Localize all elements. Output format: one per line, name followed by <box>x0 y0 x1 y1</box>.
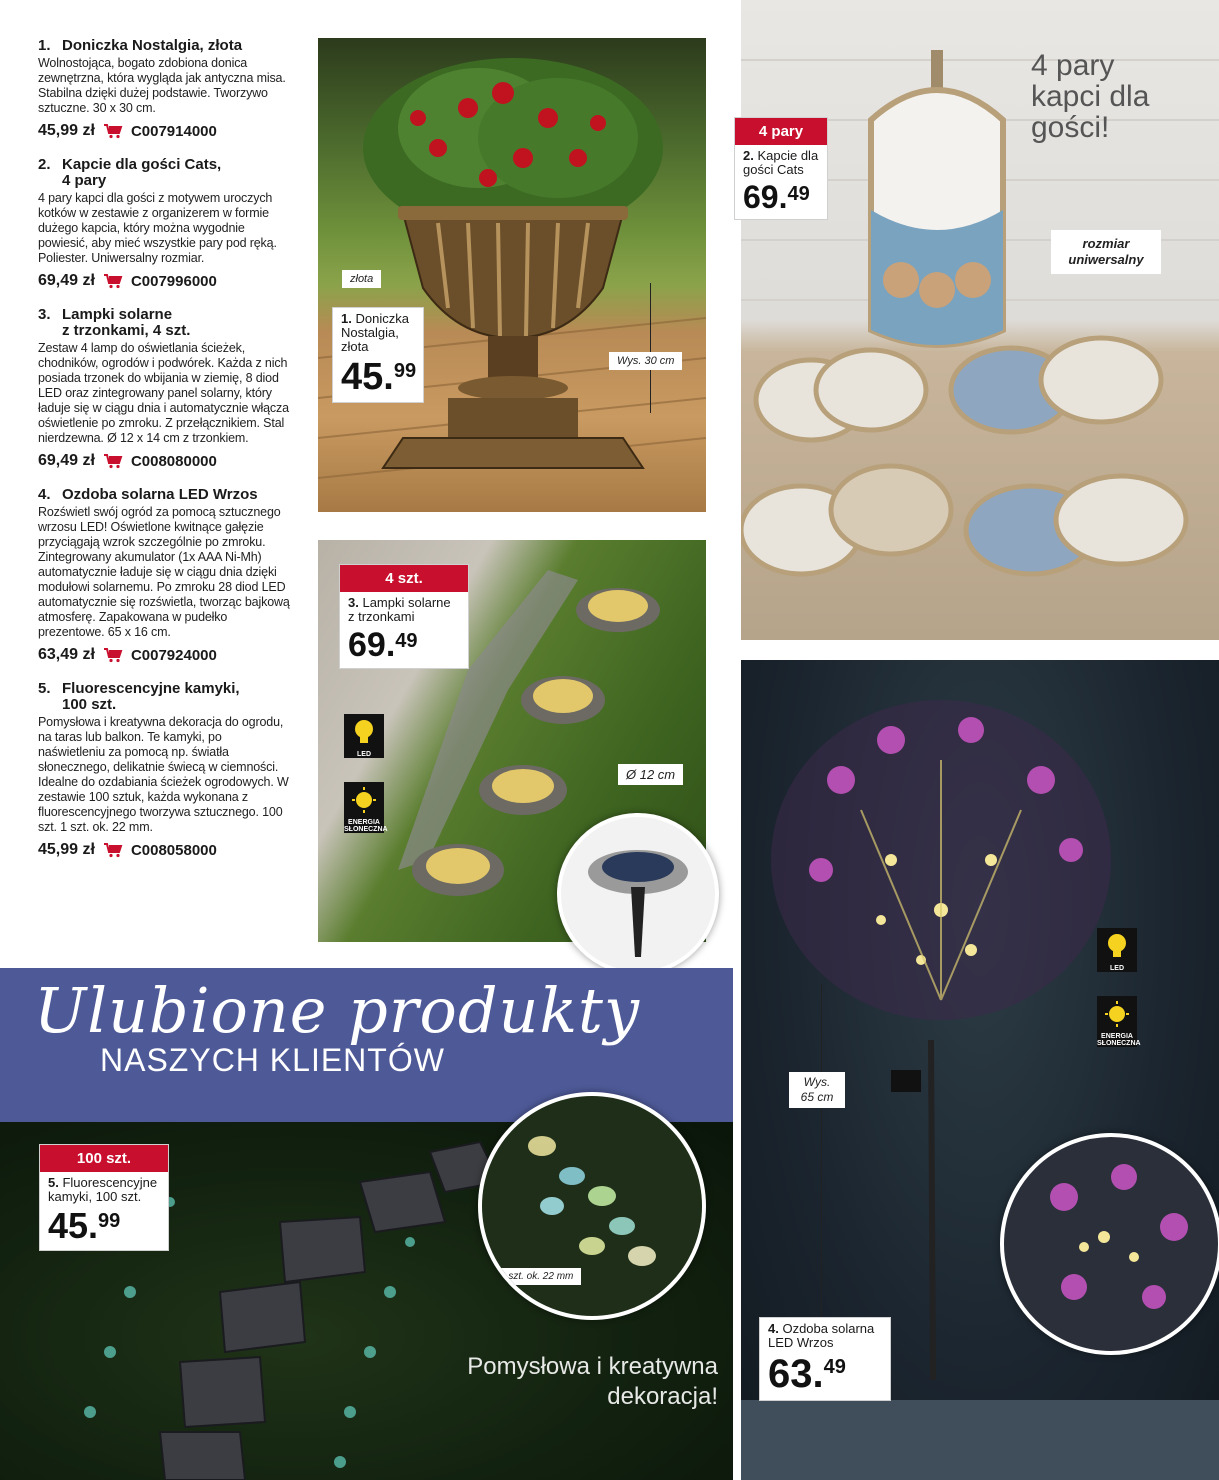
stone-size-label: 1 szt. ok. 22 mm <box>492 1268 581 1285</box>
product-item <box>38 307 290 470</box>
price-cents: 99 <box>98 1210 121 1232</box>
led-badge <box>344 714 384 758</box>
product-price: 69,49 zł <box>38 272 95 289</box>
tag-body <box>735 145 827 219</box>
product-code: C007996000 <box>130 272 217 290</box>
cart-icon[interactable] <box>103 842 123 858</box>
urn-photo <box>318 38 706 512</box>
product-item <box>38 38 290 140</box>
price-main: 45. <box>341 356 394 398</box>
lightbulb-icon <box>351 718 377 748</box>
product-code: C007924000 <box>130 646 217 664</box>
product-list <box>38 38 290 876</box>
price-cents: 49 <box>823 1356 846 1378</box>
price-row <box>38 646 290 664</box>
tag-product-name: Kapcie dla gości Cats <box>743 148 819 177</box>
solar-badge-label: ENERGIA SŁONECZNA <box>1097 1033 1141 1047</box>
tag-product-name: Lampki solarne z trzonkami <box>348 595 451 624</box>
tag-number: 5. <box>48 1175 59 1190</box>
lamp-closeup-inset <box>557 813 719 975</box>
lightbulb-icon <box>1104 932 1130 962</box>
height-measure-line <box>650 283 651 413</box>
product-title <box>38 307 290 339</box>
product-description: Wolnostojąca, bogato zdobiona donica zewnętrzna, która wygląda jak antyczna misa. Stabilna dzięki dużej podstawie. Tworzywo sztuczne. 30 x 30 cm. <box>38 56 286 115</box>
tag-header: 4 pary <box>735 118 827 145</box>
tag-body <box>40 1172 168 1250</box>
tag-body <box>760 1318 890 1400</box>
price-row <box>38 452 290 470</box>
product-name-line2: 4 pary <box>62 172 107 189</box>
price-cents: 99 <box>393 360 417 382</box>
solar-badge-label: ENERGIA SŁONECZNA <box>344 819 388 833</box>
price-tag-urn <box>333 308 423 402</box>
tag-number: 1. <box>341 311 352 326</box>
product-number: 2. <box>38 156 51 173</box>
product-item <box>38 681 290 859</box>
cart-icon[interactable] <box>103 453 123 469</box>
tag-price <box>743 181 819 213</box>
led-badge-label: LED <box>357 751 371 758</box>
product-name: Doniczka Nostalgia, złota <box>62 37 243 54</box>
led-badge-label: LED <box>1110 965 1124 972</box>
product-code: C007914000 <box>130 122 217 140</box>
sun-icon <box>1104 1000 1130 1030</box>
product-price: 45,99 zł <box>38 841 95 858</box>
tag-price <box>341 358 415 396</box>
product-name <box>62 307 190 339</box>
tag-price <box>348 628 460 662</box>
stones-slogan: Pomysłowa i kreatywna dekoracja! <box>467 1353 718 1410</box>
height-measure-line <box>821 984 822 1364</box>
tag-body <box>333 308 423 402</box>
product-number: 5. <box>38 680 51 697</box>
tag-label <box>768 1322 882 1350</box>
price-tag-lamps <box>340 565 468 668</box>
heather-closeup-inset <box>1000 1133 1219 1355</box>
product-name-line1: Kapcie dla gości Cats, <box>62 156 222 173</box>
product-title <box>38 38 290 54</box>
lamp-diameter-label: Ø 12 cm <box>618 764 683 785</box>
tag-product-name: Doniczka Nostalgia, złota <box>341 311 409 354</box>
product-description: 4 pary kapci dla gości z motywem uroczych kotków w zestawie z organizerem w formie dużego kapcia, który można wygodnie powiesić, aby mieć wszystkie pary pod ręką. Poliester. Uniwersalny rozmiar. <box>38 191 277 265</box>
product-price: 69,49 zł <box>38 452 95 469</box>
product-item <box>38 487 290 664</box>
product-code: C008058000 <box>130 841 217 859</box>
tag-number: 4. <box>768 1321 779 1336</box>
product-name-line1: Lampki solarne <box>62 306 173 323</box>
heather-height-label: Wys. 65 cm <box>789 1072 845 1108</box>
product-name <box>62 157 221 189</box>
tag-product-name: Fluorescencyjne kamyki, 100 szt. <box>48 1175 158 1204</box>
product-name-line2: z trzonkami, 4 szt. <box>62 322 191 339</box>
product-price: 63,49 zł <box>38 646 95 663</box>
product-number: 3. <box>38 306 51 323</box>
tag-price <box>768 1354 882 1394</box>
product-description: Zestaw 4 lamp do oświetlania ścieżek, chodników, ogrodów i podwórek. Każda z nich posiada trzonek do wbijania w ziemię, 8 diod LED oraz zintegrowany panel solarny, który ładuje się w ciągu dnia i automatycznie włącza oświetlenie po zmroku. Z przełącznikiem. Stal nierdzewna. Ø 12 x 14 cm z trzonkiem. <box>38 341 289 445</box>
price-row <box>38 841 290 859</box>
product-title <box>38 487 290 503</box>
product-code: C008080000 <box>130 452 217 470</box>
slippers-size-label: rozmiar uniwersalny <box>1051 230 1161 274</box>
product-name-line1: Fluorescencyjne kamyki, <box>62 680 240 697</box>
tag-label <box>348 596 460 624</box>
slippers-headline: 4 pary kapci dla gości! <box>1031 49 1150 144</box>
price-tag-slippers <box>735 118 827 219</box>
tag-price <box>48 1205 160 1246</box>
urn-height-label: Wys. 30 cm <box>609 352 682 370</box>
tag-header: 4 szt. <box>340 565 468 592</box>
urn-color-label: złota <box>342 270 381 288</box>
solar-badge <box>1097 996 1141 1047</box>
led-badge <box>1097 928 1137 972</box>
price-main: 69. <box>348 626 396 664</box>
price-row <box>38 122 290 140</box>
tag-product-name: Ozdoba solarna LED Wrzos <box>768 1321 875 1350</box>
sun-icon <box>351 786 377 816</box>
tag-label <box>341 312 415 354</box>
banner-title: Ulubione produkty <box>34 974 640 1047</box>
slippers-photo <box>741 0 1219 640</box>
banner-subtitle: NASZYCH KLIENTÓW <box>100 1042 445 1078</box>
product-title <box>38 157 290 189</box>
price-main: 45. <box>48 1205 99 1246</box>
lamp-closeup-illustration <box>561 817 715 971</box>
product-description: Pomysłowa i kreatywna dekoracja do ogrodu, na taras lub balkon. Te kamyki, po naświetleniu za pomocą np. światła słonecznego, delikatnie świecą w ciemności. Idealne do ozdabiania ścieżek ogrodowych. W zestawie 100 sztuk, każda wykonana z fluorescencyjnego tworzywa sztucznego. 100 szt. 1 szt. ok. 22 mm. <box>38 715 289 834</box>
stones-closeup-inset <box>478 1092 706 1320</box>
product-price: 45,99 zł <box>38 122 95 139</box>
price-main: 69. <box>743 179 788 215</box>
product-title <box>38 681 290 713</box>
cart-icon[interactable] <box>103 123 123 139</box>
tag-label <box>48 1176 160 1204</box>
price-tag-heather <box>760 1318 890 1400</box>
price-tag-stones <box>40 1145 168 1250</box>
product-name: Ozdoba solarna LED Wrzos <box>62 486 258 503</box>
price-cents: 49 <box>395 630 418 652</box>
tag-number: 3. <box>348 595 359 610</box>
price-row <box>38 272 290 290</box>
price-main: 63. <box>768 1352 824 1396</box>
tag-body <box>340 592 468 668</box>
tag-number: 2. <box>743 148 754 163</box>
cart-icon[interactable] <box>103 647 123 663</box>
heather-closeup-illustration <box>1004 1137 1218 1351</box>
product-name <box>62 681 240 713</box>
cart-icon[interactable] <box>103 273 123 289</box>
tag-label <box>743 149 819 177</box>
product-item <box>38 157 290 290</box>
solar-badge <box>344 782 388 833</box>
product-description: Rozświetl swój ogród za pomocą sztucznego wrzosu LED! Oświetlone kwitnące gałęzie przyciągają wzrok szczególnie po zmroku. Zintegrowany akumulator (1x AAA Ni-Mh) automatycznie ładuje się w ciągu dnia dzięki modułowi solarnemu. Po zmroku 28 diod LED automatycznie się rozświetla, tworząc bajkową atmosferę. Zapakowana w pudełko prezentowe. 65 x 16 cm. <box>38 505 290 639</box>
product-number: 4. <box>38 486 51 503</box>
price-cents: 49 <box>787 183 810 205</box>
product-name-line2: 100 szt. <box>62 696 117 713</box>
tag-header: 100 szt. <box>40 1145 168 1172</box>
product-number: 1. <box>38 37 51 54</box>
